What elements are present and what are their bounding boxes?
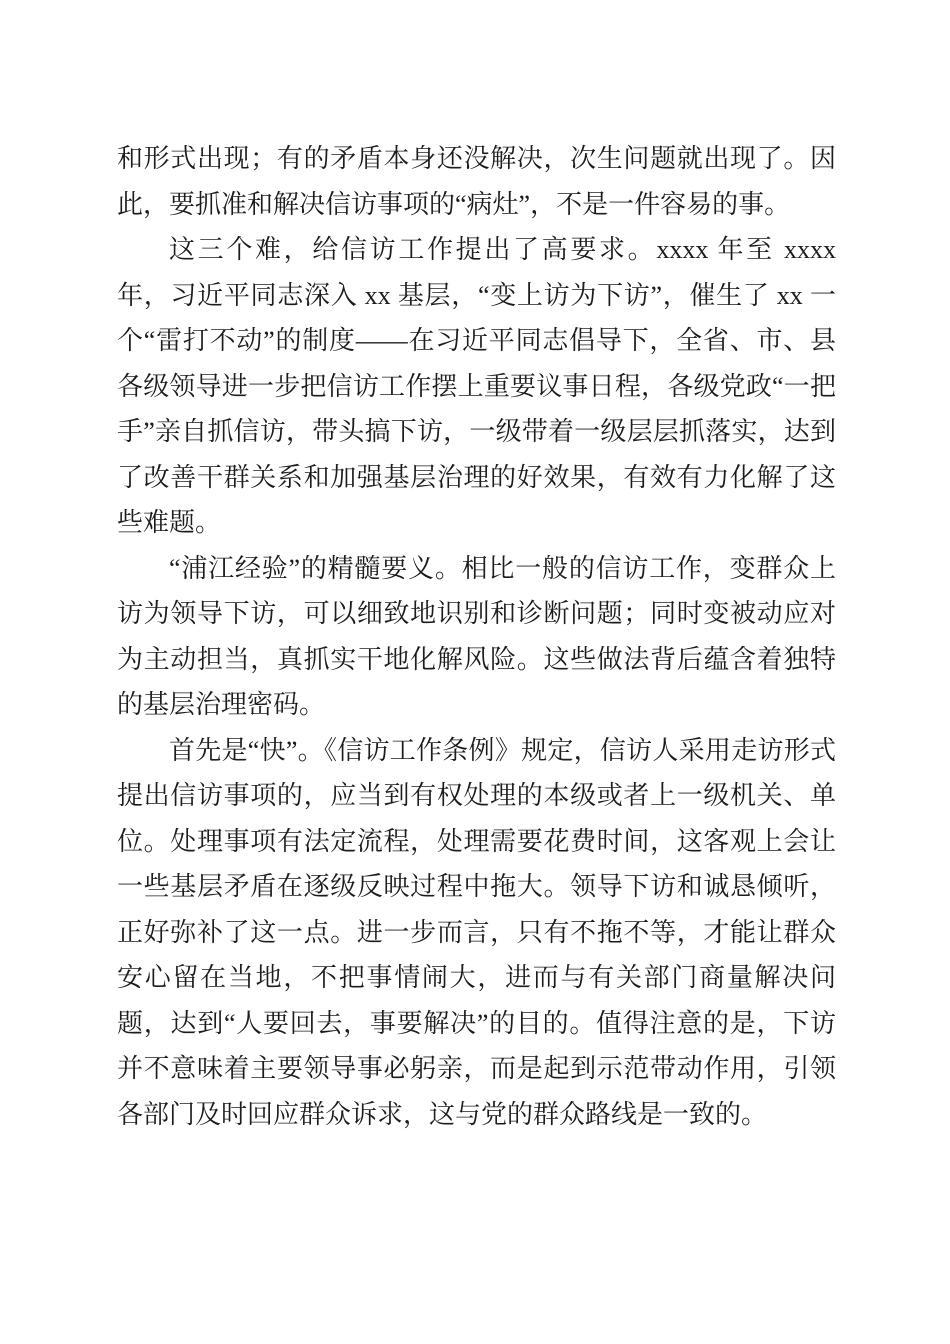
document-text-block — [117, 136, 836, 1137]
paragraph: “浦江经验”的精髓要义。相比一般的信访工作，变群众上访为领导下访，可以细致地识别和诊断问题；同时变被动应对为主动担当，真抓实干地化解风险。这些做法背后蕴含着独特的基层治理密码。 — [117, 553, 836, 719]
paragraph: 和形式出现；有的矛盾本身还没解决，次生问题就出现了。因此，要抓准和解决信访事项的“病灶”，不是一件容易的事。 — [117, 144, 836, 219]
paragraph: 这三个难，给信访工作提出了高要求。xxxx 年至 xxxx 年，习近平同志深入 xx 基层，“变上访为下访”，催生了 xx 一个“雷打不动”的制度——在习近平同志倡导下，全省、市、县各级领导进一步把信访工作摆上重要议事日程，各级党政“一把手”亲自抓信访，带头搞下访，一级带着一级层层抓落实，达到了改善干群关系和加强基层治理的好效果，有效有力化解了这些难题。 — [117, 235, 836, 537]
paragraph: 首先是“快”。《信访工作条例》规定，信访人采用走访形式提出信访事项的，应当到有权处理的本级或者上一级机关、单位。处理事项有法定流程，处理需要花费时间，这客观上会让一些基层矛盾在逐级反映过程中拖大。领导下访和诚恳倾听，正好弥补了这一点。进一步而言，只有不拖不等，才能让群众安心留在当地，不把事情闹大，进而与有关部门商量解决问题，达到“人要回去，事要解决”的目的。值得注意的是，下访并不意味着主要领导事必躬亲，而是起到示范带动作用，引领各部门及时回应群众诉求，这与党的群众路线是一致的。 — [117, 735, 836, 1129]
